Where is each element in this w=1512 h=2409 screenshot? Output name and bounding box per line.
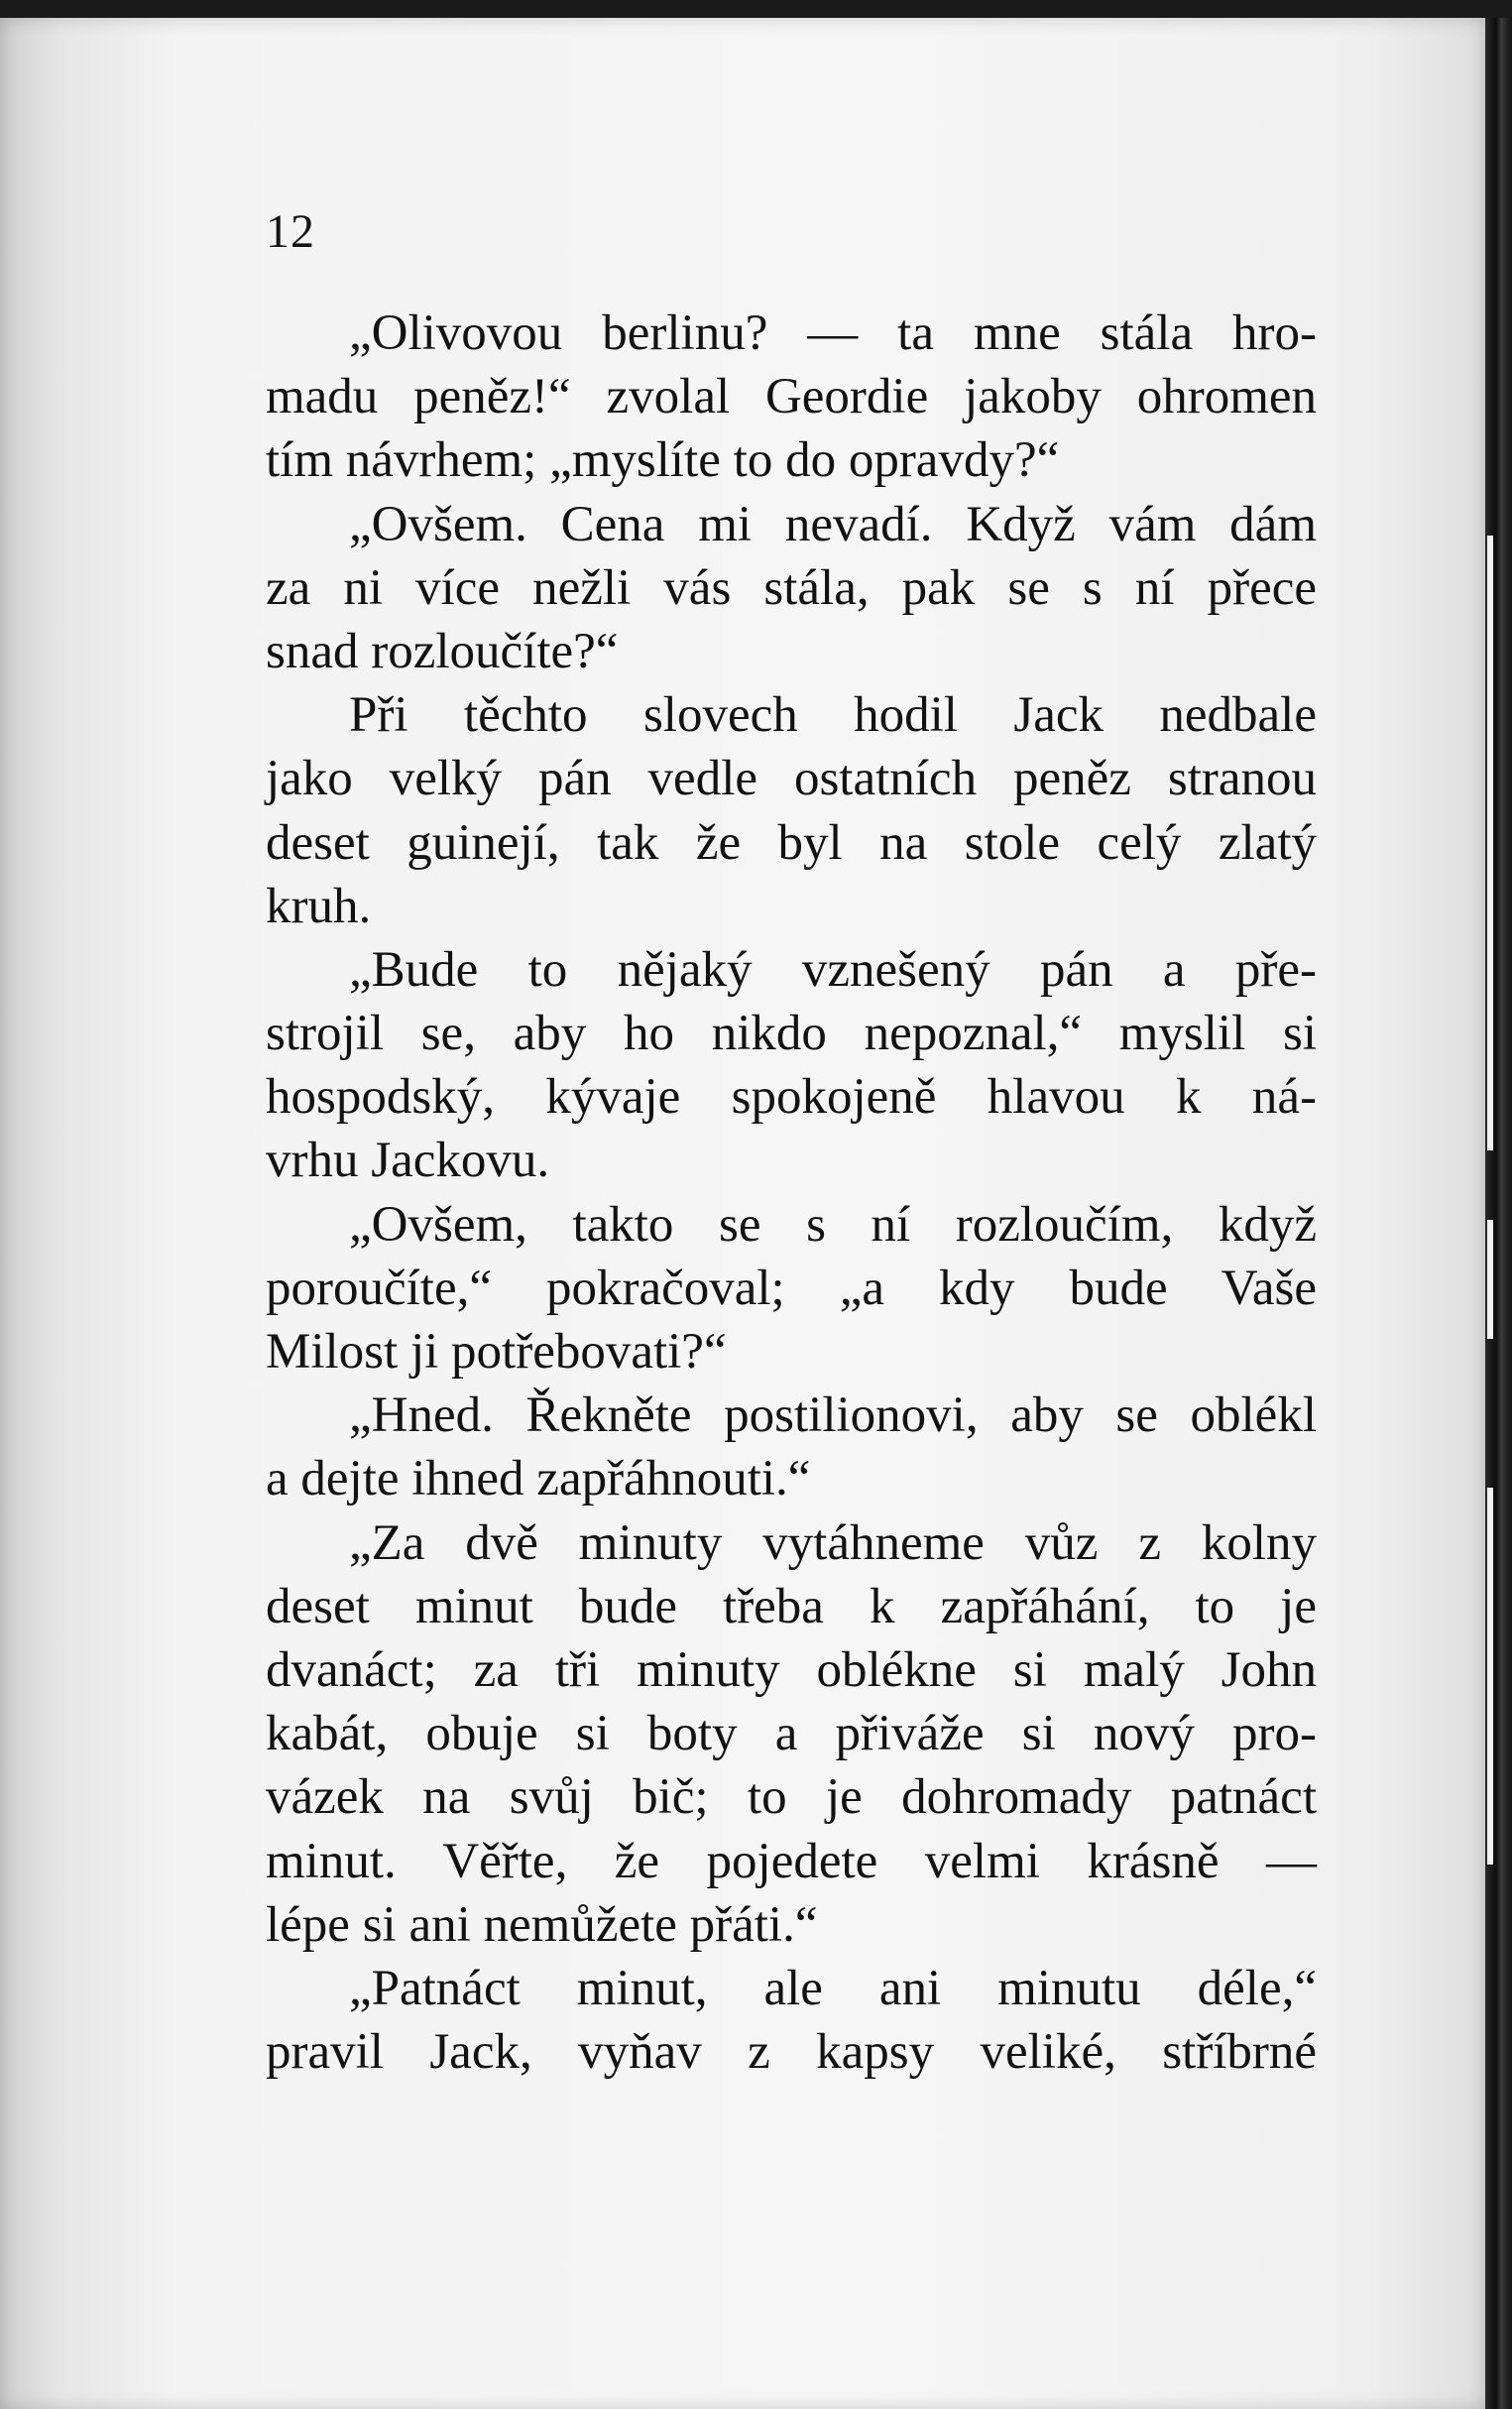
text-line: „Bude to nějaký vznešený pán a pře- xyxy=(349,941,1317,998)
text-line: pravil Jack, vyňav z kapsy veliké, stříbrné xyxy=(266,2024,1317,2081)
page-edge-highlight xyxy=(1487,1220,1493,1339)
page-edge-highlight xyxy=(1487,1488,1493,1865)
text-line: tím návrhem; „myslíte to do opravdy?“ xyxy=(266,432,1060,489)
text-line: deset guinejí, tak že byl na stole celý zlatý xyxy=(266,814,1317,871)
text-line: lépe si ani nemůžete přáti.“ xyxy=(266,1896,818,1953)
text-line: „Za dvě minuty vytáhneme vůz z kolny xyxy=(349,1514,1317,1571)
text-line: Při těchto slovech hodil Jack nedbale xyxy=(349,687,1317,744)
page-edge-highlight xyxy=(1487,536,1493,1150)
page-number: 12 xyxy=(266,205,315,258)
text-line: Milost ji potřebovati?“ xyxy=(266,1324,727,1380)
text-line: dvanáct; za tři minuty oblékne si malý John xyxy=(266,1641,1317,1698)
text-line: „Patnáct minut, ale ani minutu déle,“ xyxy=(349,1960,1317,2016)
text-line: „Hned. Řekněte postilionovi, aby se oblékl xyxy=(349,1387,1317,1444)
text-line: „Olivovou berlinu? — ta mne stála hro- xyxy=(349,305,1317,361)
text-line: hospodský, kývaje spokojeně hlavou k ná- xyxy=(266,1069,1317,1126)
text-line: „Ovšem. Cena mi nevadí. Když vám dám xyxy=(349,496,1317,552)
text-line: „Ovšem, takto se s ní rozloučím, když xyxy=(349,1196,1317,1253)
text-line: strojil se, aby ho nikdo nepoznal,“ myslil si xyxy=(266,1006,1317,1062)
text-line: snad rozloučíte?“ xyxy=(266,623,619,679)
text-line: kabát, obuje si boty a přiváže si nový pro- xyxy=(266,1706,1317,1762)
text-line: madu peněz!“ zvolal Geordie jakoby ohromen xyxy=(266,369,1317,425)
page-edge-shadow xyxy=(1485,18,1512,2409)
text-line: deset minut bude třeba k zapřáhání, to je xyxy=(266,1578,1317,1634)
text-line: poroučíte,“ pokračoval; „a kdy bude Vaše xyxy=(266,1260,1317,1316)
text-line: jako velký pán vedle ostatních peněz stranou xyxy=(266,751,1317,807)
body-text xyxy=(266,301,1317,2084)
text-line: kruh. xyxy=(266,878,372,934)
text-line: vázek na svůj bič; to je dohromady patnáct xyxy=(266,1769,1317,1826)
book-page xyxy=(0,18,1485,2409)
text-line: minut. Věřte, že pojedete velmi krásně — xyxy=(266,1833,1317,1889)
text-line: za ni více nežli vás stála, pak se s ní přece xyxy=(266,559,1317,616)
text-line: a dejte ihned zapřáhnouti.“ xyxy=(266,1451,811,1507)
text-line: vrhu Jackovu. xyxy=(266,1133,550,1189)
